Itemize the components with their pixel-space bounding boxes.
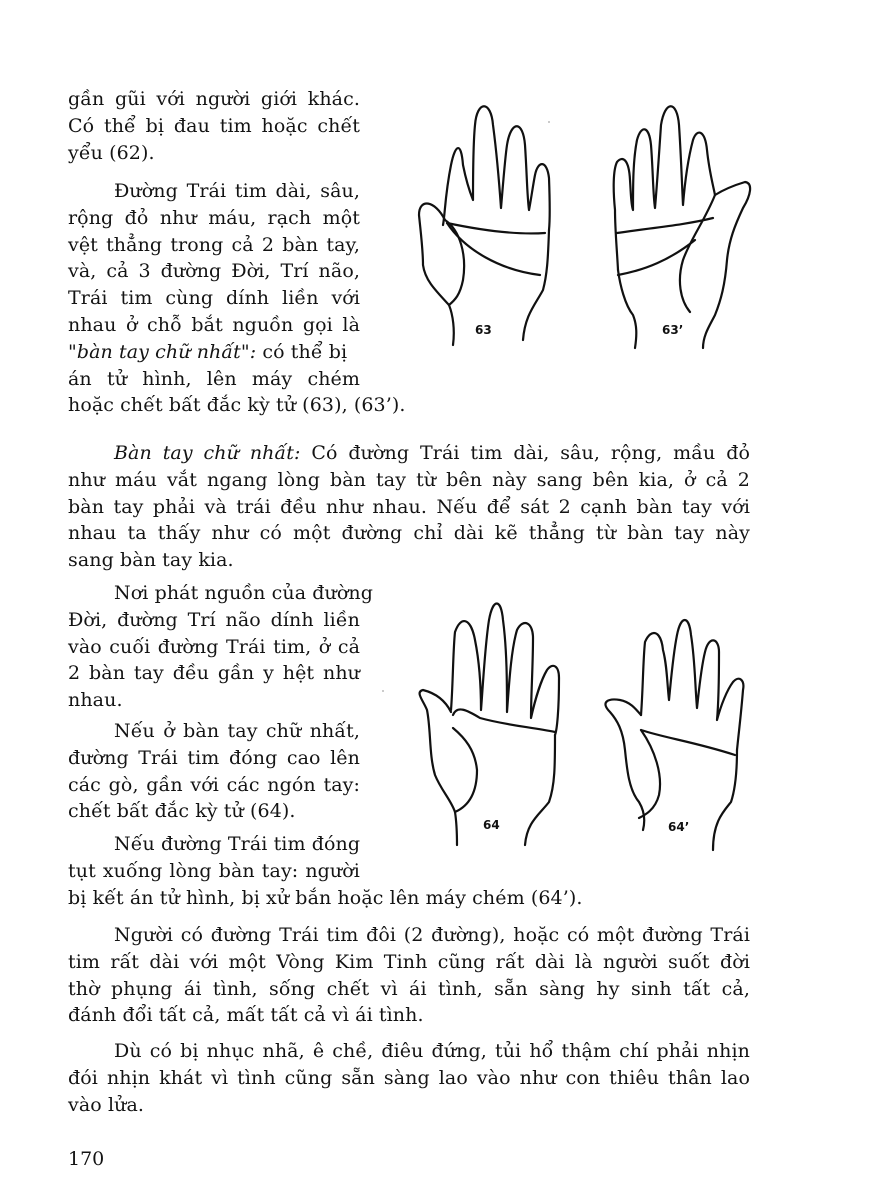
paragraph-continued <box>68 86 360 166</box>
text-line: thờ phụng ái tình, sống chết vì ái tình, sẵn sàng hy sinh tất cả, <box>68 977 750 1000</box>
text-line: các gò, gần với các ngón tay: <box>68 773 360 796</box>
text-line: đói nhịn khát vì tình cũng sẵn sàng lao vào như con thiêu thân lao <box>68 1066 750 1089</box>
scan-speck <box>382 690 384 692</box>
scan-speck <box>548 121 550 123</box>
paragraph-low-heart-line <box>68 831 583 911</box>
text-line: vào cuối đường Trái tim, ở cả <box>68 635 360 658</box>
text-line: vệt thẳng trong cả 2 bàn tay, <box>68 233 360 256</box>
text-line: Nếu đường Trái tim đóng <box>114 833 361 855</box>
italic-term: "bàn tay chữ nhất": <box>68 340 257 363</box>
text-line: án tử hình, lên máy chém <box>68 367 360 390</box>
figure-label-63: 63 <box>475 323 492 337</box>
text-line: nhau ở chỗ bắt nguồn gọi là <box>68 313 360 336</box>
text-line: như máu vắt ngang lòng bàn tay từ bên này sang bên kia, ở cả 2 <box>68 468 750 491</box>
text-line: bị kết án tử hình, bị xử bắn hoặc lên máy chém (64’). <box>68 886 583 909</box>
text-fragment: Có đường Trái tim dài, sâu, rộng, mầu đỏ <box>300 442 751 464</box>
text-line: Nơi phát nguồn của đường <box>114 582 374 604</box>
text-line: Trái tim cùng dính liền với <box>68 287 360 310</box>
text-line: nhau ta thấy như có một đường chỉ dài kẽ thẳng từ bàn tay này <box>68 522 750 545</box>
text-line: Đường Trái tim dài, sâu, <box>114 180 360 202</box>
text-line: đường Trái tim đóng cao lên <box>68 746 360 769</box>
text-line: Dù có bị nhục nhã, ê chề, điêu đứng, tủi hổ thậm chí phải nhịn <box>114 1040 750 1062</box>
text-line: Có thể bị đau tim hoặc chết <box>68 114 360 137</box>
text-line: Đời, đường Trí não dính liền <box>68 608 360 631</box>
text-line: vào lửa. <box>68 1093 145 1116</box>
text-line: tim rất dài với một Vòng Kim Tinh cũng rất dài là người suốt đời <box>68 950 750 973</box>
text-line: và, cả 3 đường Đời, Trí não, <box>68 260 360 283</box>
text-line: bàn tay phải và trái đều như nhau. Nếu để sát 2 cạnh bàn tay với <box>68 495 750 518</box>
text-line <box>68 440 750 467</box>
figure-label-64: 64 <box>483 818 500 832</box>
text-line: Nếu ở bàn tay chữ nhất, <box>114 720 360 742</box>
paragraph-heart-line-long <box>68 178 406 419</box>
hand-illustration-63 <box>405 90 765 350</box>
figure-hands-64 <box>405 590 765 855</box>
text-line: gần gũi với người giới khác. <box>68 88 360 110</box>
text-line: yểu (62). <box>68 141 155 164</box>
hand-illustration-64 <box>405 590 765 855</box>
text-line: 2 bàn tay đều gần y hệt như <box>68 662 360 685</box>
text-line: chết bất đắc kỳ tử (64). <box>68 800 296 823</box>
text-line: rộng đỏ như máu, rạch một <box>68 206 360 229</box>
text-line: hoặc chết bất đắc kỳ tử (63), (63’). <box>68 394 406 417</box>
paragraph-origin <box>68 580 374 714</box>
text-line: sang bàn tay kia. <box>68 549 234 572</box>
text-line: tụt xuống lòng bàn tay: người <box>68 859 360 882</box>
paragraph-rectangular-hand <box>68 440 750 574</box>
paragraph-sacrifice <box>68 1038 750 1118</box>
figure-hands-63 <box>405 90 765 350</box>
figure-label-64-prime: 64’ <box>668 820 690 834</box>
paragraph-high-heart-line <box>68 718 360 825</box>
text-line <box>68 339 360 366</box>
text-fragment: có thể bị <box>256 340 348 363</box>
text-line: đánh đổi tất cả, mất tất cả vì ái tình. <box>68 1004 424 1027</box>
text-line: nhau. <box>68 689 123 712</box>
page-number: 170 <box>68 1148 105 1170</box>
text-line: Người có đường Trái tim đôi (2 đường), hoặc có một đường Trái <box>114 924 750 946</box>
paragraph-double-heart-line <box>68 922 750 1029</box>
italic-term: Bàn tay chữ nhất: <box>114 442 301 464</box>
figure-label-63-prime: 63’ <box>662 323 684 337</box>
